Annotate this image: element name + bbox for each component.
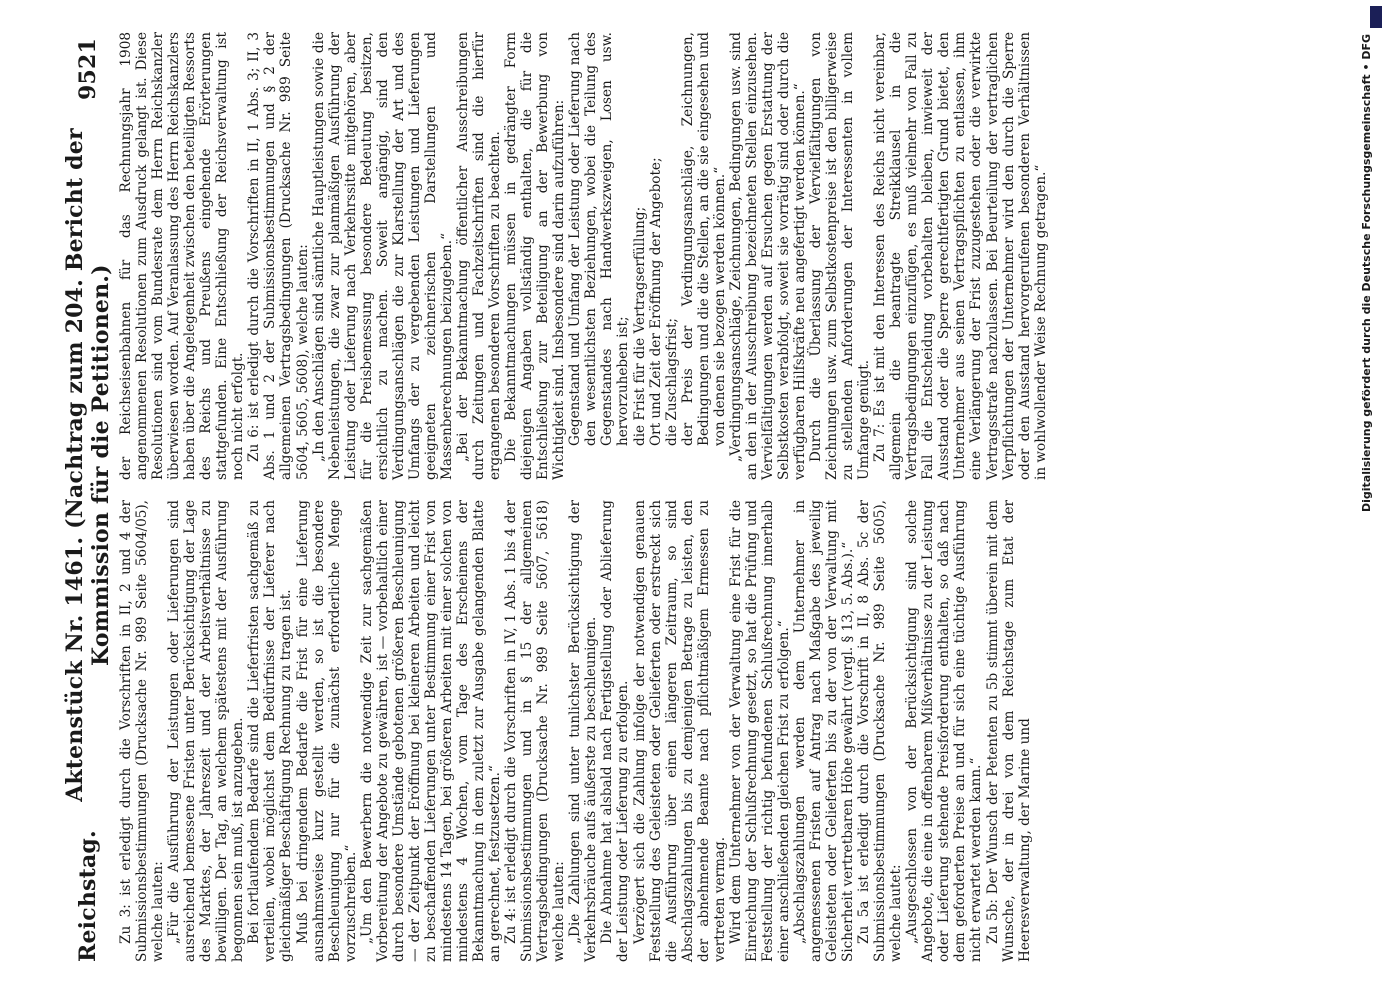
paragraph: Wird dem Unternehmer von der Verwaltung eine Frist für die Einreichung der Schlußrechnung gesetzt, so hat die Prüfung und Feststellung der richtig befundenen Schlußrechnung innerhalb einer anschließenden gleichen Frist zu erfolgen.“ [727,500,792,962]
paragraph: Muß bei dringendem Bedarfe die Frist für eine Lieferung ausnahmsweise kurz gestellt werden, so ist die besondere Beschleunigung nur für die zunächst erforderliche Menge vorzuschreiben.“ [294,500,359,962]
paragraph: die Zuschlagsfrist; [663,318,680,446]
paragraph: „Bei der Bekanntmachung öffentlicher Ausschreibungen durch Zeitungen und Fachzeitschriften sind die hierfür ergangenen besonderen Vorschriften zu beachten. [454,32,504,480]
paragraph: Gegenstand und Umfang der Leistung oder Lieferung nach den wesentlichsten Beziehungen, wobei die Teilung des Gegenstandes nach Handwerkszweigen, Losen usw. hervorzuheben ist; [567,32,632,446]
page-header [62,38,114,962]
paragraph: Die Abnahme hat alsbald nach Fertigstellung oder Ablieferung der Leistung oder Lieferung zu erfolgen. [599,500,632,962]
dfg-logo [1370,6,1382,28]
paragraph: „In den Anschlägen sind sämtliche Hauptleistungen sowie die Nebenleistungen, die zwar zur planmäßigen Ausführung der Leistung oder Lieferung nach Verkehrssitte mitgehören, aber für die Preisbemessung besondere Bedeutung besitzen, ersichtlich zu machen. Soweit angängig, sind den Verdingungsanschlägen die zur Klarstellung der Art und des Umfangs der zu vergebenden Leistungen und Lieferungen geeigneten zeichnerischen Darstellungen und Massenberechnungen beizugeben.“ [310,32,455,480]
page-number: 9521 [75,38,101,101]
paragraph: Zu 7: Es ist mit den Interessen des Reichs nicht vereinbar, allgemein die beantragte Streikklausel in die Vertragsbedingungen einzufügen, es muß vielmehr von Fall zu Fall die Entscheidung vorbehalten bleiben, inwieweit der Ausstand oder die Sperre gerechtfertigten Grund bietet, den Unternehmer aus seinen Vertragspflichten zu entlassen, ihm eine Verlängerung der Frist zuzugestehen oder die verwirkte Vertragsstrafe nachzulassen. Bei Beurteilung der vertraglichen Verpflichtungen der Unternehmer wird den durch die Sperre oder den Ausstand hervorgerufenen besonderen Verhältnissen in wohlwollender Weise Rechnung getragen.“ [872,32,1049,480]
paragraph: „Ausgeschlossen von der Berücksichtigung sind solche Angebote, die eine in offenbarem Mißverhältnisse zu der Leistung oder Lieferung stehende Preisforderung enthalten, so daß nach dem geforderten Preise an und für sich eine tüchtige Ausführung nicht erwartet werden kann.“ [904,500,985,962]
paragraph: Verzögert sich die Zahlung infolge der notwendigen genauen Feststellung des Geleisteten oder Gelieferten oder erstreckt sich die Ausführung über einen längeren Zeitraum, so sind Abschlagszahlungen bis zu demjenigen Betrage zu leisten, den der abnehmende Beamte nach pflichtmäßigem Ermessen zu vertreten vermag. [631,500,728,962]
paragraph: „Abschlagszahlungen werden dem Unternehmer in angemessenen Fristen auf Antrag nach Maßgabe des jeweilig Geleisteten oder Gelieferten bis zu der von der Verwaltung mit Sicherheit vertretbaren Höhe gewährt (vergl. § 13, 5. Abs.).“ [791,500,857,962]
paragraph: Durch die Überlassung der Vervielfältigungen von Zeichnungen usw. zum Selbstkostenpreise ist den billigerweise zu stellenden Anforderungen der Interessenten in vollem Umfange genügt. [808,32,873,480]
header-title: Aktenstück Nr. 1461. (Nachtrag zum 204. Bericht der Kommission für die Petitionen.) [62,128,114,802]
header-left: Reichstag. [75,830,101,962]
paragraph: Bei fortlaufendem Bedarfe sind die Lieferfristen sachgemäß zu verteilen, wobei möglichst dem Bedürfnisse der Lieferer nach gleichmäßiger Beschäftigung Rechnung zu tragen ist. [246,500,295,962]
paragraph: „Die Zahlungen sind unter tunlichster Berücksichtigung der Verkehrsbräuche aufs äußerste zu beschleunigen. [567,500,600,962]
paragraph: Zu 3: ist erledigt durch die Vorschriften in II, 2 und 4 der Submissionsbestimmungen (Drucksache Nr. 989 Seite 5604/05), welche lauten: [118,500,167,962]
paragraph: der Preis der Verdingungsanschläge, Zeichnungen, Bedingungen und die die Stellen, an die sie eingesehen und von denen sie bezogen werden können.“ [679,32,728,446]
text-column-right [118,32,1049,480]
paragraph: „Verdingungsanschläge, Zeichnungen, Bedingungen usw. sind an den in der Ausschreibung bezeichneten Stellen einzusehen. Vervielfältigungen werden auf Ersuchen gegen Erstattung der Selbstkosten verabfolgt, soweit sie vorrätig sind oder durch die verfügbaren Hilfskräfte neu angefertigt werden können.“ [727,32,808,480]
paragraph: die Frist für die Vertragserfüllung; [631,206,648,446]
paragraph: der Reichseisenbahnen für das Rechnungsjahr 1908 angenommenen Resolutionen zum Ausdruck gelangt ist. Diese Resolutionen sind vom Bundesrate dem Herrn Reichskanzler überwiesen worden. Auf Veranlassung des Herrn Reichskanzlers haben über die Angelegenheit zwischen den beteiligten Ressorts des Reichs und Preußens eingehende Erörterungen stattgefunden. Eine Entschließung der Reichsverwaltung ist noch nicht erfolgt. [118,32,247,480]
paragraph: Zu 5a ist erledigt durch die Vorschrift in II, 8 Abs. 5c der Submissionsbestimmungen (Drucksache Nr. 989 Seite 5605), welche lautet: [856,500,905,962]
paragraph: Ort und Zeit der Eröffnung der Angebote; [647,157,664,446]
paragraph: „Für die Ausführung der Leistungen oder Lieferungen sind ausreichend bemessene Fristen unter Berücksichtigung der Lage des Marktes, der Jahreszeit und der Arbeitsverhältnisse zu bewilligen. Der Tag, an welchem spätestens mit der Ausführung begonnen sein muß, ist anzugeben. [166,500,247,962]
paragraph: Die Bekanntmachungen müssen in gedrängter Form diejenigen Angaben vollständig enthalten, die für die Entschließung zur Beteiligung an der Bewerbung von Wichtigkeit sind. Insbesondere sind darin aufzuführen: [503,32,568,480]
paragraph: Zu 6: ist erledigt durch die Vorschriften in II, 1 Abs. 3; II, 3 Abs. 1 und 2 der Submissionsbestimmungen und § 2 der allgemeinen Vertragsbedingungen (Drucksache Nr. 989 Seite 5604, 5605, 5608), welche lauten: [246,32,311,480]
digitization-credit: Digitalisierung gefördert durch die Deutsche Forschungsgemeinschaft • DFG [1360,34,1373,513]
paragraph: Zu 4: ist erledigt durch die Vorschriften in IV, 1 Abs. 1 bis 4 der Submissionsbestimmungen und in § 15 der allgemeinen Vertragsbedingungen (Drucksache Nr. 989 Seite 5607, 5618) welche lauten: [503,500,568,962]
text-column-left [118,500,1033,962]
paragraph: „Um den Bewerbern die notwendige Zeit zur sachgemäßen Vorbereitung der Angebote zu gewähren, ist — vorbehaltlich einer durch besondere Umstände gebotenen größeren Beschleunigung — der Zeitpunkt der Eröffnung bei kleineren Arbeiten und leicht zu beschaffenden Lieferungen unter Bestimmung einer Frist von mindestens 14 Tagen, bei größeren Arbeiten mit einer solchen von mindestens 4 Wochen, vom Tage des Erscheinens der Bekanntmachung in dem zuletzt zur Ausgabe gelangenden Blatte an gerechnet, festzusetzen.“ [358,500,504,962]
paragraph: Zu 5b: Der Wunsch der Petenten zu 5b stimmt überein mit dem Wunsche, der in drei von dem Reichstage zum Etat der Heeresverwaltung, der Marine und [984,500,1033,962]
